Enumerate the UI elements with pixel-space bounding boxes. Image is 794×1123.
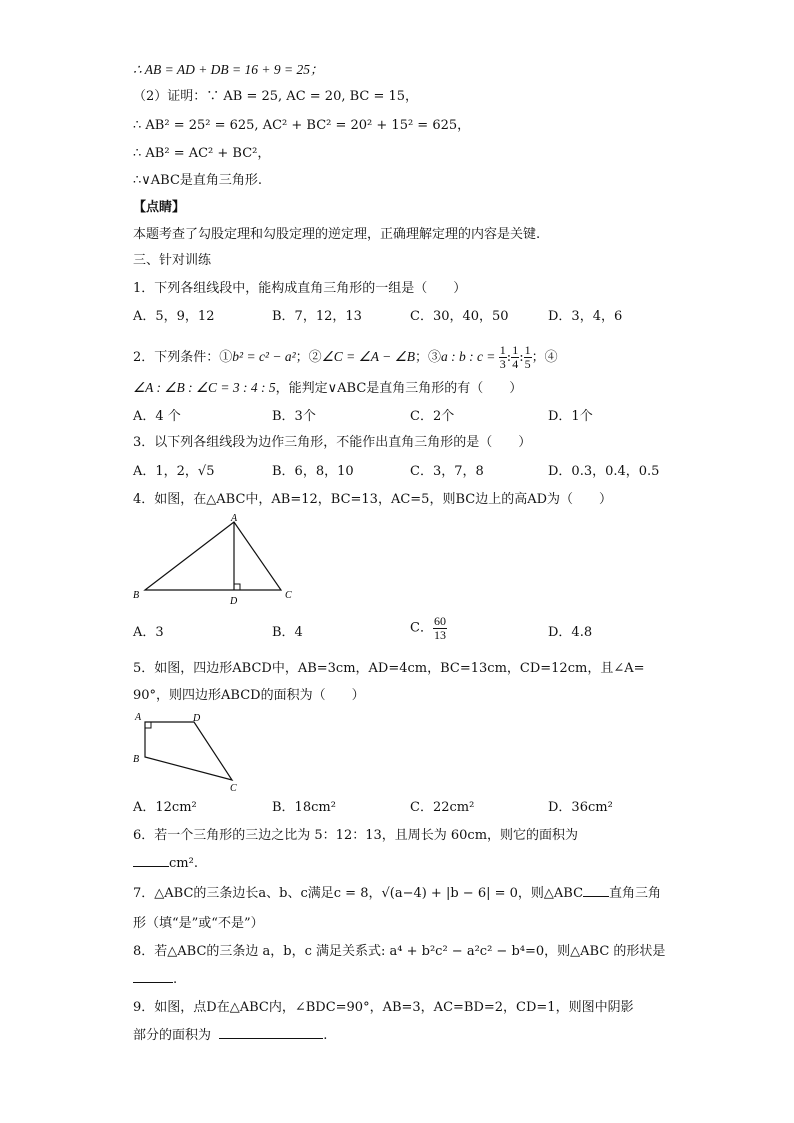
q4-triangle-figure <box>130 512 305 607</box>
q5-option-b: B．18cm² <box>272 800 336 815</box>
q5-stem-line2: 90°，则四边形ABCD的面积为（ ） <box>133 688 365 703</box>
q2-stem-line1: 2．下列条件：①b² = c² − a²；②∠C = ∠A − ∠B；③a : b : c = $\frac{1}{3}$ : $\frac{1}{4}$ : $\frac{1}{5}$ ；④ <box>133 343 558 371</box>
q6-answer-line <box>133 855 198 873</box>
q9-tail: . <box>323 1028 328 1043</box>
q2-stem-line2 <box>133 379 522 398</box>
q2-stem-end: ，能判定∨ABC是直角三角形的有（ ） <box>275 381 523 396</box>
q8-answer-line <box>133 971 177 989</box>
q5-label-c: C <box>230 783 237 794</box>
q5-label-d: D <box>193 713 201 724</box>
q7-stem: 7．△ABC的三条边长a、b、c满足c = 8，√(a−4) + |b − 6| = 0，则△ABC <box>133 886 584 901</box>
q2-condition-4: ∠A : ∠B : ∠C = 3 : 4 : 5 <box>133 380 276 395</box>
q4-label-d: D <box>230 596 238 607</box>
q2-option-a: A．4 个 <box>133 409 181 424</box>
solution-line-2: （2）证明：∵ AB = 25, AC = 20, BC = 15， <box>133 89 419 104</box>
q1-option-d: D．3，4，6 <box>548 309 623 324</box>
q4-option-c-prefix: C． <box>410 620 433 636</box>
q4-stem: 4．如图，在△ABC中，AB=12，BC=13，AC=5，则BC边上的高AD为（ ） <box>133 492 613 507</box>
q9-line2-text: 部分的面积为 <box>133 1028 212 1043</box>
q6-stem: 6．若一个三角形的三边之比为 5：12：13，且周长为 60cm，则它的面积为 <box>133 828 579 843</box>
q4-label-b: B <box>133 590 140 601</box>
q3-option-a: A．1，2，√5 <box>133 464 215 479</box>
comment-text: 本题考查了勾股定理和勾股定理的逆定理，正确理解定理的内容是关键. <box>133 227 541 242</box>
q2-condition-3: a : b : c = <box>440 349 499 364</box>
q4-option-a: A．3 <box>133 625 164 640</box>
q5-quadrilateral-abcd <box>145 722 232 780</box>
q1-option-a: A．5，9，12 <box>133 309 215 324</box>
q1-option-c: C．30，40，50 <box>410 309 509 324</box>
q5-option-a: A．12cm² <box>133 800 197 815</box>
comment-heading: 【点睛】 <box>133 200 186 215</box>
q4-label-c: C <box>285 590 292 601</box>
q2-sep-1: ；② <box>295 350 322 365</box>
q2-option-d: D．1个 <box>548 409 593 424</box>
q5-quadrilateral-figure <box>130 708 250 794</box>
q2-stem-start: 2．下列条件：① <box>133 350 233 365</box>
q2-condition-2: ∠C = ∠A − ∠B <box>321 349 415 364</box>
q5-label-b: B <box>133 754 140 765</box>
solution-line-5: ∴∨ABC是直角三角形. <box>133 173 263 188</box>
q2-sep-2: ；③ <box>414 350 441 365</box>
q9-stem: 9．如图，点D在△ABC内，∠BDC=90°，AB=3，AC=BD=2，CD=1，则图中阴影 <box>133 1000 634 1015</box>
q4-option-c-fraction: $\frac{60}{13}$ <box>433 614 446 642</box>
q4-option-b: B．4 <box>272 625 303 640</box>
q3-stem: 3．以下列各组线段为边作三角形，不能作出直角三角形的是（ ） <box>133 435 532 450</box>
q7-stem-line2: 形（填“是”或“不是”） <box>133 916 264 931</box>
q6-tail: cm². <box>169 856 198 871</box>
q5-option-d: D．36cm² <box>548 800 613 815</box>
q5-label-a: A <box>135 712 142 723</box>
q5-stem-line1: 5．如图，四边形ABCD中，AB=3cm，AD=4cm，BC=13cm，CD=12cm，且∠A= <box>133 661 645 676</box>
q2-fraction-2: $\frac{1}{4}$ <box>512 343 519 371</box>
q1-option-b: B．7，12，13 <box>272 309 362 324</box>
q2-sep-3: ；④ <box>531 350 558 365</box>
q5-right-angle-mark <box>145 722 151 728</box>
q4-triangle-abc <box>145 522 281 590</box>
q7-stem-line1 <box>133 885 661 903</box>
q9-stem-line2 <box>133 1027 327 1045</box>
solution-line-1: ∴ AB = AD + DB = 16 + 9 = 25； <box>133 62 324 77</box>
q5-option-c: C．22cm² <box>410 800 475 815</box>
section-title: 三、针对训练 <box>133 253 212 268</box>
q2-option-c: C．2个 <box>410 409 455 424</box>
q9-answer-blank <box>219 1038 323 1039</box>
q2-condition-1: b² = c² − a² <box>232 349 296 364</box>
q7-tail: 直角三角 <box>609 886 662 901</box>
q8-answer-blank <box>133 982 173 983</box>
q3-option-c: C．3，7，8 <box>410 464 484 479</box>
q8-tail: . <box>173 972 178 987</box>
q6-answer-blank <box>133 866 169 867</box>
q2-option-b: B．3个 <box>272 409 316 424</box>
q4-option-c <box>410 615 447 642</box>
q1-stem: 1．下列各组线段中，能构成直角三角形的一组是（ ） <box>133 281 467 296</box>
solution-line-3: ∴ AB² = 25² = 625, AC² + BC² = 20² + 15² = 625， <box>133 118 471 133</box>
q8-stem: 8．若△ABC的三条边 a，b，c 满足关系式: a⁴ + b²c² − a²c² − b⁴=0，则△ABC 的形状是 <box>133 944 666 959</box>
q2-fraction-1: $\frac{1}{3}$ <box>499 343 506 371</box>
solution-line-4: ∴ AB² = AC² + BC²， <box>133 146 271 161</box>
q4-label-a: A <box>231 513 238 524</box>
q4-option-d: D．4.8 <box>548 625 593 640</box>
q7-answer-blank <box>583 896 609 897</box>
q3-option-b: B．6，8，10 <box>272 464 354 479</box>
q2-fraction-3: $\frac{1}{5}$ <box>524 343 531 371</box>
q4-right-angle-mark <box>234 584 240 590</box>
q3-option-d: D．0.3，0.4，0.5 <box>548 464 660 479</box>
